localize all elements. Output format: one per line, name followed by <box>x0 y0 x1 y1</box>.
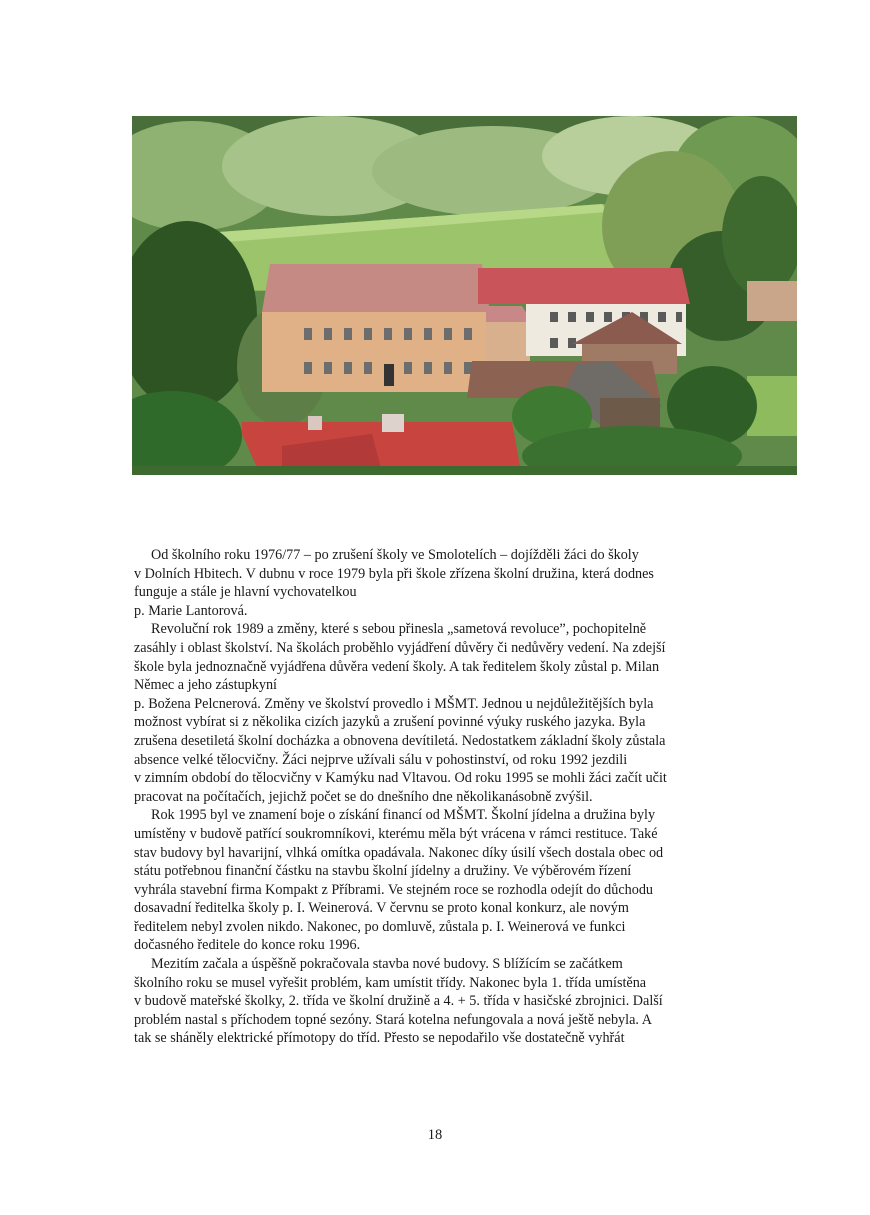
text-line: ředitelem nebyl zvolen nikdo. Nakonec, po domluvě, zůstala p. I. Weinerová ve funkci <box>134 918 626 935</box>
school-photo <box>132 116 797 475</box>
text-line: p. Marie Lantorová. <box>134 602 248 619</box>
page-number: 18 <box>427 1127 443 1143</box>
paragraph-1 <box>134 546 780 620</box>
text-line: p. Božena Pelcnerová. Změny ve školství provedlo i MŠMT. Jednou u nejdůležitějších byla <box>134 695 654 712</box>
text-line: absence velké tělocvičny. Žáci nejprve užívali sálu v pohostinství, od roku 1992 jezdili <box>134 751 628 768</box>
text-line: státu potřebnou finanční částku na stavbu školní jídelny a družiny. Ve výběrovém řízení <box>134 863 632 880</box>
text-line: školního roku se musel vyřešit problém, kam umístit třídy. Nakonec byla 1. třída umístěna <box>134 974 647 991</box>
text-line: zasáhly i oblast školství. Na školách proběhlo vyjádření důvěry či nedůvěry vedení. Na zdejší <box>134 639 666 656</box>
text-line: zrušena desetiletá školní docházka a obnovena devítiletá. Nedostatkem základní školy zůstala <box>134 732 666 749</box>
text-line: problém nastal s příchodem topné sezóny. Stará kotelna nefungovala a nová ještě nebyla. A <box>134 1011 652 1028</box>
text-line: v zimním období do tělocvičny v Kamýku nad Vltavou. Od roku 1995 se mohli žáci začít učit <box>134 770 667 787</box>
text-line: stav budovy byl havarijní, vlhká omítka opadávala. Nakonec díky úsilí všech dostala obec od <box>134 844 664 861</box>
text-line: v budově mateřské školky, 2. třída ve školní družině a 4. + 5. třída v hasičské zbrojnici. Další <box>134 993 663 1010</box>
text-line: funguje a stále je hlavní vychovatelkou <box>134 584 357 601</box>
text-line: Od školního roku 1976/77 – po zrušení školy ve Smolotelích – dojížděli žáci do školy <box>151 547 639 563</box>
paragraph-3 <box>134 806 780 955</box>
text-line: škole byla jednoznačně vyjádřena důvěra vedení školy. A tak ředitelem školy zůstal p. Milan <box>134 658 660 675</box>
paragraph-2 <box>134 620 780 806</box>
text-line: Rok 1995 byl ve znamení boje o získání financí od MŠMT. Školní jídelna a družina byly <box>151 807 656 824</box>
text-line: pracovat na počítačích, jejichž počet se do dnešního dne několikanásobně zvýšil. <box>134 788 593 805</box>
paragraph-4 <box>134 955 780 1048</box>
text-line: Revoluční rok 1989 a změny, které s sebou přinesla „sametová revoluce”, pochopitelně <box>151 621 647 638</box>
text-line: dosavadní ředitelka školy p. I. Weinerová. V červnu se proto konal konkurz, ale novým <box>134 900 629 917</box>
text-line: v Dolních Hbitech. V dubnu v roce 1979 byla při škole zřízena školní družina, která dodnes <box>134 565 654 582</box>
text-line: dočasného ředitele do konce roku 1996. <box>134 937 361 954</box>
text-line: umístěny v budově patřící soukromníkovi, kterému měla být vrácena v rámci restituce. Také <box>134 825 658 842</box>
body-text <box>134 546 780 1048</box>
text-line: Němec a jeho zástupkyní <box>134 677 278 694</box>
text-line: tak se sháněly elektrické přímotopy do tříd. Přesto se nepodařilo vše dostatečně vyhřát <box>134 1030 625 1047</box>
text-line: vyhrála stavební firma Kompakt z Příbrami. Ve stejném roce se rozhodla odejít do důchodu <box>134 881 654 898</box>
text-line: Mezitím začala a úspěšně pokračovala stavba nové budovy. S blížícím se začátkem <box>151 956 623 973</box>
text-line: možnost vybírat si z několika cizích jazyků a zrušení povinné výuky ruského jazyka. Byla <box>134 714 646 731</box>
